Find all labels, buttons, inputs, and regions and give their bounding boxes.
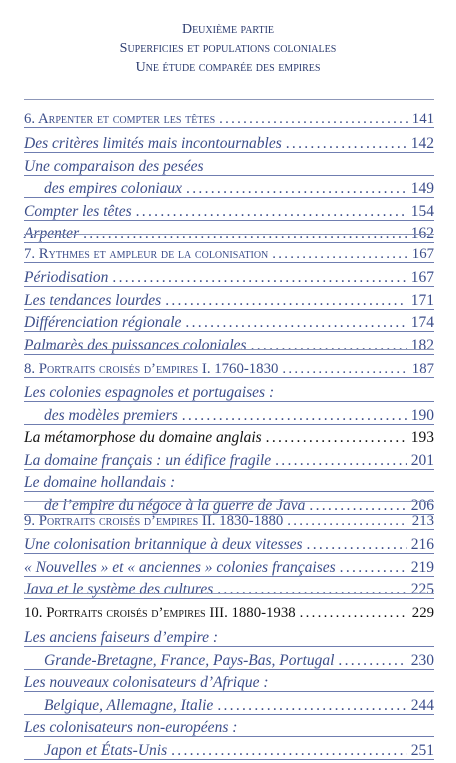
toc-entry-title: Grande-Bretagne, France, Pays-Bas, Portugal: [44, 651, 335, 669]
toc-entry-title: Une comparaison des pesées: [24, 157, 204, 175]
toc-entry-page: 162: [410, 225, 434, 243]
toc-entry-page: 182: [410, 336, 434, 354]
chapter-6-page: 141: [411, 111, 434, 127]
toc-entry[interactable]: [24, 651, 434, 671]
leader-dots: [171, 741, 407, 761]
toc-entry[interactable]: [24, 336, 434, 356]
leader-dots: [340, 558, 407, 578]
toc-entry-title: Les tendances lourdes: [24, 291, 162, 309]
chapter-8-title: 8. Portraits croisés d’empires I. 1760-1830: [24, 361, 279, 377]
chapter-10-title: 10. Portraits croisés d’empires III. 1880-1938: [24, 605, 296, 621]
toc-entry[interactable]: [24, 428, 434, 448]
chapter-7-page: 167: [411, 246, 434, 262]
part-label: Deuxième partie: [181, 22, 275, 37]
toc-entry-title: Belgique, Allemagne, Italie: [44, 696, 214, 714]
toc-entry-title: Périodisation: [24, 269, 109, 286]
toc-entry[interactable]: [24, 580, 434, 600]
toc-entry[interactable]: [24, 451, 434, 471]
toc-entry-page: 251: [410, 742, 434, 759]
leader-dots: [338, 651, 406, 671]
toc-entry[interactable]: [24, 383, 434, 403]
leader-dots: [275, 451, 407, 471]
toc-entry-page: 171: [410, 291, 434, 309]
toc-entry-title: Des critères limités mais incontournables: [24, 135, 282, 152]
chapter-9[interactable]: [24, 511, 434, 531]
toc-entry-title: Une colonisation britannique à deux vitesses: [24, 536, 303, 553]
toc-entry-title: Arpenter: [24, 225, 80, 243]
toc-entry-page: 201: [410, 451, 434, 469]
toc-entry-page: 206: [410, 497, 434, 514]
leader-dots: [282, 359, 407, 379]
part-title: Superficies et populations coloniales: [119, 41, 337, 56]
toc-entry-title: Palmarès des puissances coloniales: [24, 336, 247, 354]
leader-dots: [300, 603, 408, 623]
leader-dots: [217, 696, 406, 716]
chapter-6-title: 6. Arpenter et compter les têtes: [24, 111, 216, 127]
toc-entry[interactable]: [24, 741, 434, 761]
toc-entry[interactable]: [24, 202, 434, 222]
toc-entry[interactable]: [24, 473, 434, 493]
toc-entry-page: 193: [410, 429, 434, 447]
toc-entry-page: 174: [410, 314, 434, 332]
toc-entry[interactable]: [24, 406, 434, 426]
leader-dots: [165, 291, 407, 311]
chapter-7[interactable]: [24, 244, 434, 264]
leader-dots: [112, 268, 406, 288]
toc-entry-title: Java et le système des cultures: [24, 581, 214, 599]
toc-entry-title: Les colonisateurs non-européens :: [24, 719, 238, 737]
leader-dots: [219, 109, 408, 129]
leader-dots: [272, 244, 408, 264]
toc-entry-title: de l’empire du négoce à la guerre de Java: [44, 497, 306, 514]
leader-dots: [182, 406, 407, 426]
toc-entry-title: Les anciens faiseurs d’empire :: [24, 629, 219, 646]
toc-entry[interactable]: [24, 313, 434, 333]
toc-entry-title: Le domaine hollandais :: [24, 474, 176, 492]
toc-entry[interactable]: [24, 535, 434, 555]
chapter-9-title: 9. Portraits croisés d’empires II. 1830-1880: [24, 513, 284, 529]
part-header: [0, 20, 456, 77]
toc-entry[interactable]: [24, 179, 434, 199]
chapter-divider: [24, 349, 434, 350]
chapter-8-page: 187: [411, 361, 434, 377]
toc-entry-title: des empires coloniaux: [44, 180, 183, 198]
toc-entry[interactable]: [24, 696, 434, 716]
toc-entry-page: 142: [410, 135, 434, 152]
leader-dots: [186, 179, 407, 199]
toc-entry[interactable]: [24, 673, 434, 693]
toc-entry[interactable]: [24, 268, 434, 288]
chapter-divider: [24, 234, 434, 235]
chapter-9-page: 213: [411, 513, 434, 529]
chapter-divider: [24, 593, 434, 594]
leader-dots: [287, 511, 408, 531]
leader-dots: [251, 336, 407, 356]
toc-entry-title: Différenciation régionale: [24, 314, 182, 332]
leader-dots: [136, 202, 407, 222]
chapter-divider: [24, 501, 434, 502]
toc-entry-page: 225: [410, 581, 434, 599]
chapter-7-title: 7. Rythmes et ampleur de la colonisation: [24, 246, 269, 262]
chapter-8[interactable]: [24, 359, 434, 379]
toc-entry-title: Les nouveaux colonisateurs d’Afrique :: [24, 674, 269, 692]
chapter-6[interactable]: [24, 109, 434, 129]
toc-entry-page: 230: [410, 651, 434, 669]
chapter-10-page: 229: [411, 605, 434, 621]
toc-entry[interactable]: [24, 134, 434, 154]
toc-entry[interactable]: [24, 291, 434, 311]
toc-entry-page: 244: [410, 696, 434, 714]
toc-entry-title: Japon et États-Unis: [44, 742, 168, 759]
toc-entry-title: La métamorphose du domaine anglais: [24, 429, 262, 447]
toc-entry-page: 219: [410, 558, 434, 576]
toc-entry-title: des modèles premiers: [44, 406, 178, 424]
toc-entry[interactable]: [24, 628, 434, 648]
leader-dots: [217, 580, 407, 600]
toc-entry[interactable]: [24, 157, 434, 177]
leader-dots: [307, 535, 407, 555]
chapter-divider: [24, 99, 434, 100]
leader-dots: [286, 134, 407, 154]
toc-entry-title: Compter les têtes: [24, 202, 132, 220]
toc-entry-title: « Nouvelles » et « anciennes » colonies françaises: [24, 558, 336, 576]
toc-entry[interactable]: [24, 558, 434, 578]
leader-dots: [266, 428, 407, 448]
toc-entry-title: Les colonies espagnoles et portugaises :: [24, 384, 275, 401]
toc-entry-page: 149: [410, 180, 434, 198]
toc-entry-page: 190: [410, 406, 434, 424]
chapter-10[interactable]: [24, 603, 434, 623]
part-subtitle: Une étude comparée des empires: [135, 60, 321, 75]
toc-entry-page: 154: [410, 202, 434, 220]
toc-entry[interactable]: [24, 718, 434, 738]
toc-entry-page: 216: [410, 536, 434, 553]
toc-entry-page: 167: [410, 269, 434, 286]
toc-entry-title: La domaine français : un édifice fragile: [24, 451, 272, 469]
leader-dots: [185, 313, 406, 333]
